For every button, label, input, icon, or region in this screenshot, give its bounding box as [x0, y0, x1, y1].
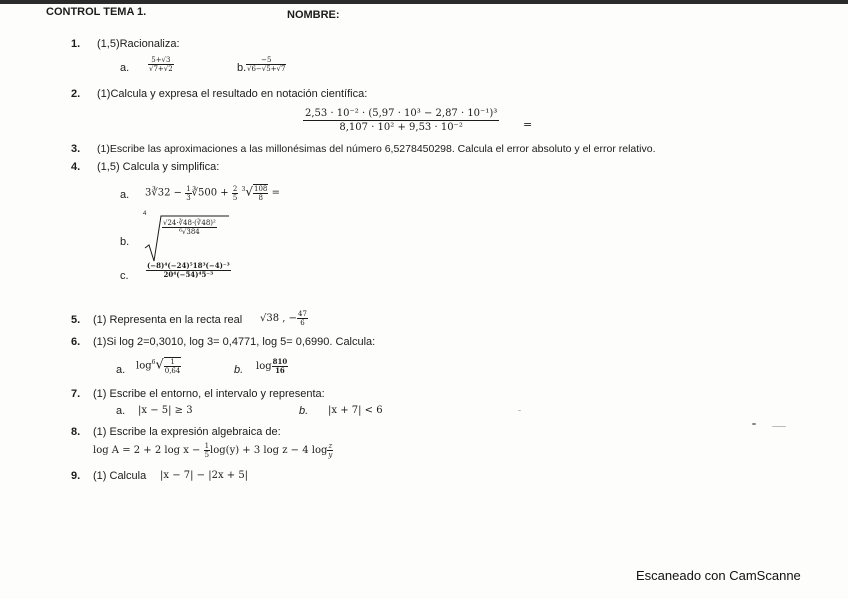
q2-text: (1)Calcula y expresa el resultado en notación científica:	[97, 88, 368, 100]
q5-number: 5.	[71, 314, 81, 326]
q4-text: (1,5) Calcula y simplifica:	[97, 161, 220, 173]
q2-number: 2.	[71, 88, 81, 100]
q8-expr-part2: log(y) + 3 log z − 4 log	[210, 445, 328, 456]
q6a-log: log	[136, 360, 152, 372]
q8-number: 8.	[71, 426, 81, 438]
q1b-fraction	[246, 56, 286, 74]
q2-fraction	[303, 107, 499, 134]
q4a-radical-icon: √	[245, 184, 254, 199]
q8-frac1-den: 5	[204, 451, 210, 459]
q8-frac2-num: z	[328, 442, 333, 450]
q7b-label: b.	[299, 405, 309, 417]
q1-text: (1,5)Racionaliza:	[97, 38, 180, 50]
q9-number: 9.	[71, 470, 81, 482]
q5-expr: √38 , −	[260, 313, 298, 324]
q4b-label: b.	[120, 236, 130, 248]
q8-frac1-num: 1	[204, 442, 210, 450]
q4a-root-index: 3	[241, 186, 246, 194]
scan-speck	[752, 423, 756, 425]
q7b-expression: |x + 7| < 6	[328, 405, 383, 416]
q6b-label: b.	[234, 364, 244, 376]
scanner-watermark: Escaneado con CamScanne	[636, 568, 801, 583]
q4b-denominator: ⁶√384	[162, 227, 217, 236]
q7a-label: a.	[116, 405, 126, 417]
q1-number: 1.	[71, 38, 81, 50]
q7-text: (1) Escribe el entorno, el intervalo y representa:	[93, 388, 325, 400]
q6b-expression	[256, 358, 288, 375]
q6b-frac-den: 16	[272, 366, 289, 375]
q8-frac2-den: y	[328, 451, 333, 459]
q1b-numerator: −5	[261, 56, 272, 65]
q6a-root-index: 6	[151, 359, 156, 367]
exam-title: CONTROL TEMA 1.	[46, 6, 147, 18]
q2-numerator: 2,53 · 10⁻² · (5,97 · 10³ − 2,87 · 10⁻¹)³	[305, 108, 498, 119]
q6-number: 6.	[71, 336, 81, 348]
q4a-expression	[145, 184, 280, 202]
q4a-label: a.	[120, 189, 130, 201]
q4b-numerator: √24·∛48·(∛48)²	[163, 219, 216, 228]
q4a-frac3-den: 8	[253, 193, 268, 202]
q4-number: 4.	[71, 161, 81, 173]
q6a-radical-icon: √	[155, 357, 164, 373]
name-label: NOMBRE:	[287, 9, 340, 21]
q2-equals: =	[523, 118, 533, 131]
q4c-fraction	[146, 262, 231, 280]
q6-text: (1)Si log 2=0,3010, log 3= 0,4771, log 5= 0,6990. Calcula:	[93, 336, 376, 348]
q5-frac-num: 47	[298, 310, 307, 318]
q9-expression: |x − 7| − |2x + 5|	[160, 470, 249, 481]
q5-expression	[260, 310, 308, 327]
q4a-frac1-den: 3	[186, 193, 191, 202]
scan-speck	[518, 410, 521, 411]
q4a-frac2-num: 2	[232, 184, 238, 193]
scan-top-edge	[0, 0, 848, 4]
q5-text: (1) Representa en la recta real	[93, 314, 243, 326]
q4a-equals: =	[271, 187, 280, 199]
q1a-fraction	[148, 56, 174, 74]
q4a-expr-part1: 3∛32 −	[145, 187, 186, 199]
q6a-frac-den: 0,64	[164, 367, 181, 375]
q7-number: 7.	[71, 388, 81, 400]
q4c-label: c.	[120, 270, 129, 282]
q8-expr-part1: log A = 2 + 2 log x −	[93, 445, 204, 456]
q4a-frac3-num: 108	[254, 185, 268, 193]
q8-expression	[93, 442, 333, 459]
q6a-label: a.	[116, 364, 126, 376]
q3-text: (1)Escribe las aproximaciones a las millonésimas del número 6,5278450298. Calcula el error absoluto y el error relativo.	[97, 143, 656, 155]
q1a-numerator: 5+√3	[151, 56, 171, 65]
q6b-log: log	[256, 361, 272, 372]
q2-denominator: 8,107 · 10² + 9,53 · 10⁻²	[303, 120, 499, 134]
q4c-numerator: (−8)⁴(−24)⁵18³(−4)⁻³	[147, 261, 230, 271]
q4c-denominator: 20⁴(−54)⁴5⁻³	[146, 270, 231, 279]
q4b-fraction	[162, 219, 217, 237]
q1b-denominator: √6−√5+√7	[247, 65, 286, 74]
q5-frac-den: 6	[297, 318, 308, 327]
scan-speck	[772, 426, 786, 427]
q6a-frac-num: 1	[170, 358, 175, 366]
q6a-expression	[136, 357, 181, 375]
q6b-frac-num: 810	[272, 357, 288, 366]
q1a-label: a.	[120, 62, 130, 74]
q4b-root-index: 4	[143, 211, 147, 217]
q7a-expression: |x − 5| ≥ 3	[138, 405, 193, 416]
q9-text: (1) Calcula	[93, 470, 147, 482]
q3-number: 3.	[71, 143, 81, 155]
q1b-label: b.	[237, 62, 247, 74]
q4a-frac1-num: 1	[186, 184, 191, 193]
q4a-expr-part2: ∛500 +	[191, 187, 232, 199]
q4a-frac2-den: 5	[232, 193, 238, 202]
q8-text: (1) Escribe la expresión algebraica de:	[93, 426, 281, 438]
q1a-denominator: √7+√2	[149, 65, 173, 74]
